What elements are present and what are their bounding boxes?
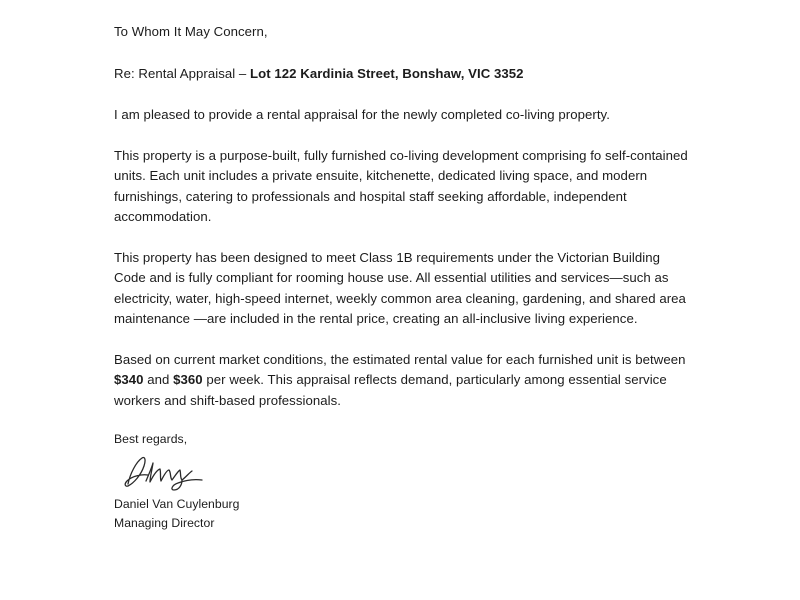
closing: Best regards, bbox=[114, 432, 188, 446]
subject-prefix: Re: Rental Appraisal – bbox=[114, 65, 251, 81]
signer-title: Managing Director bbox=[114, 516, 215, 530]
compliance-paragraph: This property has been designed to meet Class 1B requirements under the Victorian Building Code and is fully compliant for rooming house use. All essential utilities and services—such as electricity, water, high-speed internet, weekly common area cleaning, gardening, and shared area maintenance —are included in the rental price, creating an all-inclusive living experience. bbox=[114, 249, 686, 326]
property-description-paragraph: This property is a purpose-built, fully furnished co-living development comprising fo self-contained units. Each unit includes a private ensuite, kitchenette, dedicated living space, and modern furnishings, catering to professionals and hospital staff seeking affordable, independent accommodation. bbox=[114, 147, 688, 224]
rental-value-tail: per week. This appraisal reflects demand, particularly among essential service workers and shift-based professionals. bbox=[114, 372, 667, 408]
salutation: To Whom It May Concern, bbox=[114, 24, 268, 39]
signature-icon bbox=[116, 450, 212, 494]
property-address: Lot 122 Kardinia Street, Bonshaw, VIC 3352 bbox=[250, 65, 524, 81]
letter-body bbox=[114, 22, 694, 532]
intro-paragraph: I am pleased to provide a rental appraisal for the newly completed co-living property. bbox=[114, 107, 610, 122]
signer-name: Daniel Van Cuylenburg bbox=[114, 497, 240, 511]
rental-value-paragraph bbox=[114, 350, 694, 412]
rent-high-value: $360 bbox=[173, 372, 203, 387]
rental-value-lead: Based on current market conditions, the estimated rental value for each furnished unit is between bbox=[114, 351, 686, 367]
rental-value-and: and bbox=[143, 372, 174, 387]
subject-line bbox=[114, 64, 694, 85]
rent-low-value: $340 bbox=[114, 372, 144, 387]
